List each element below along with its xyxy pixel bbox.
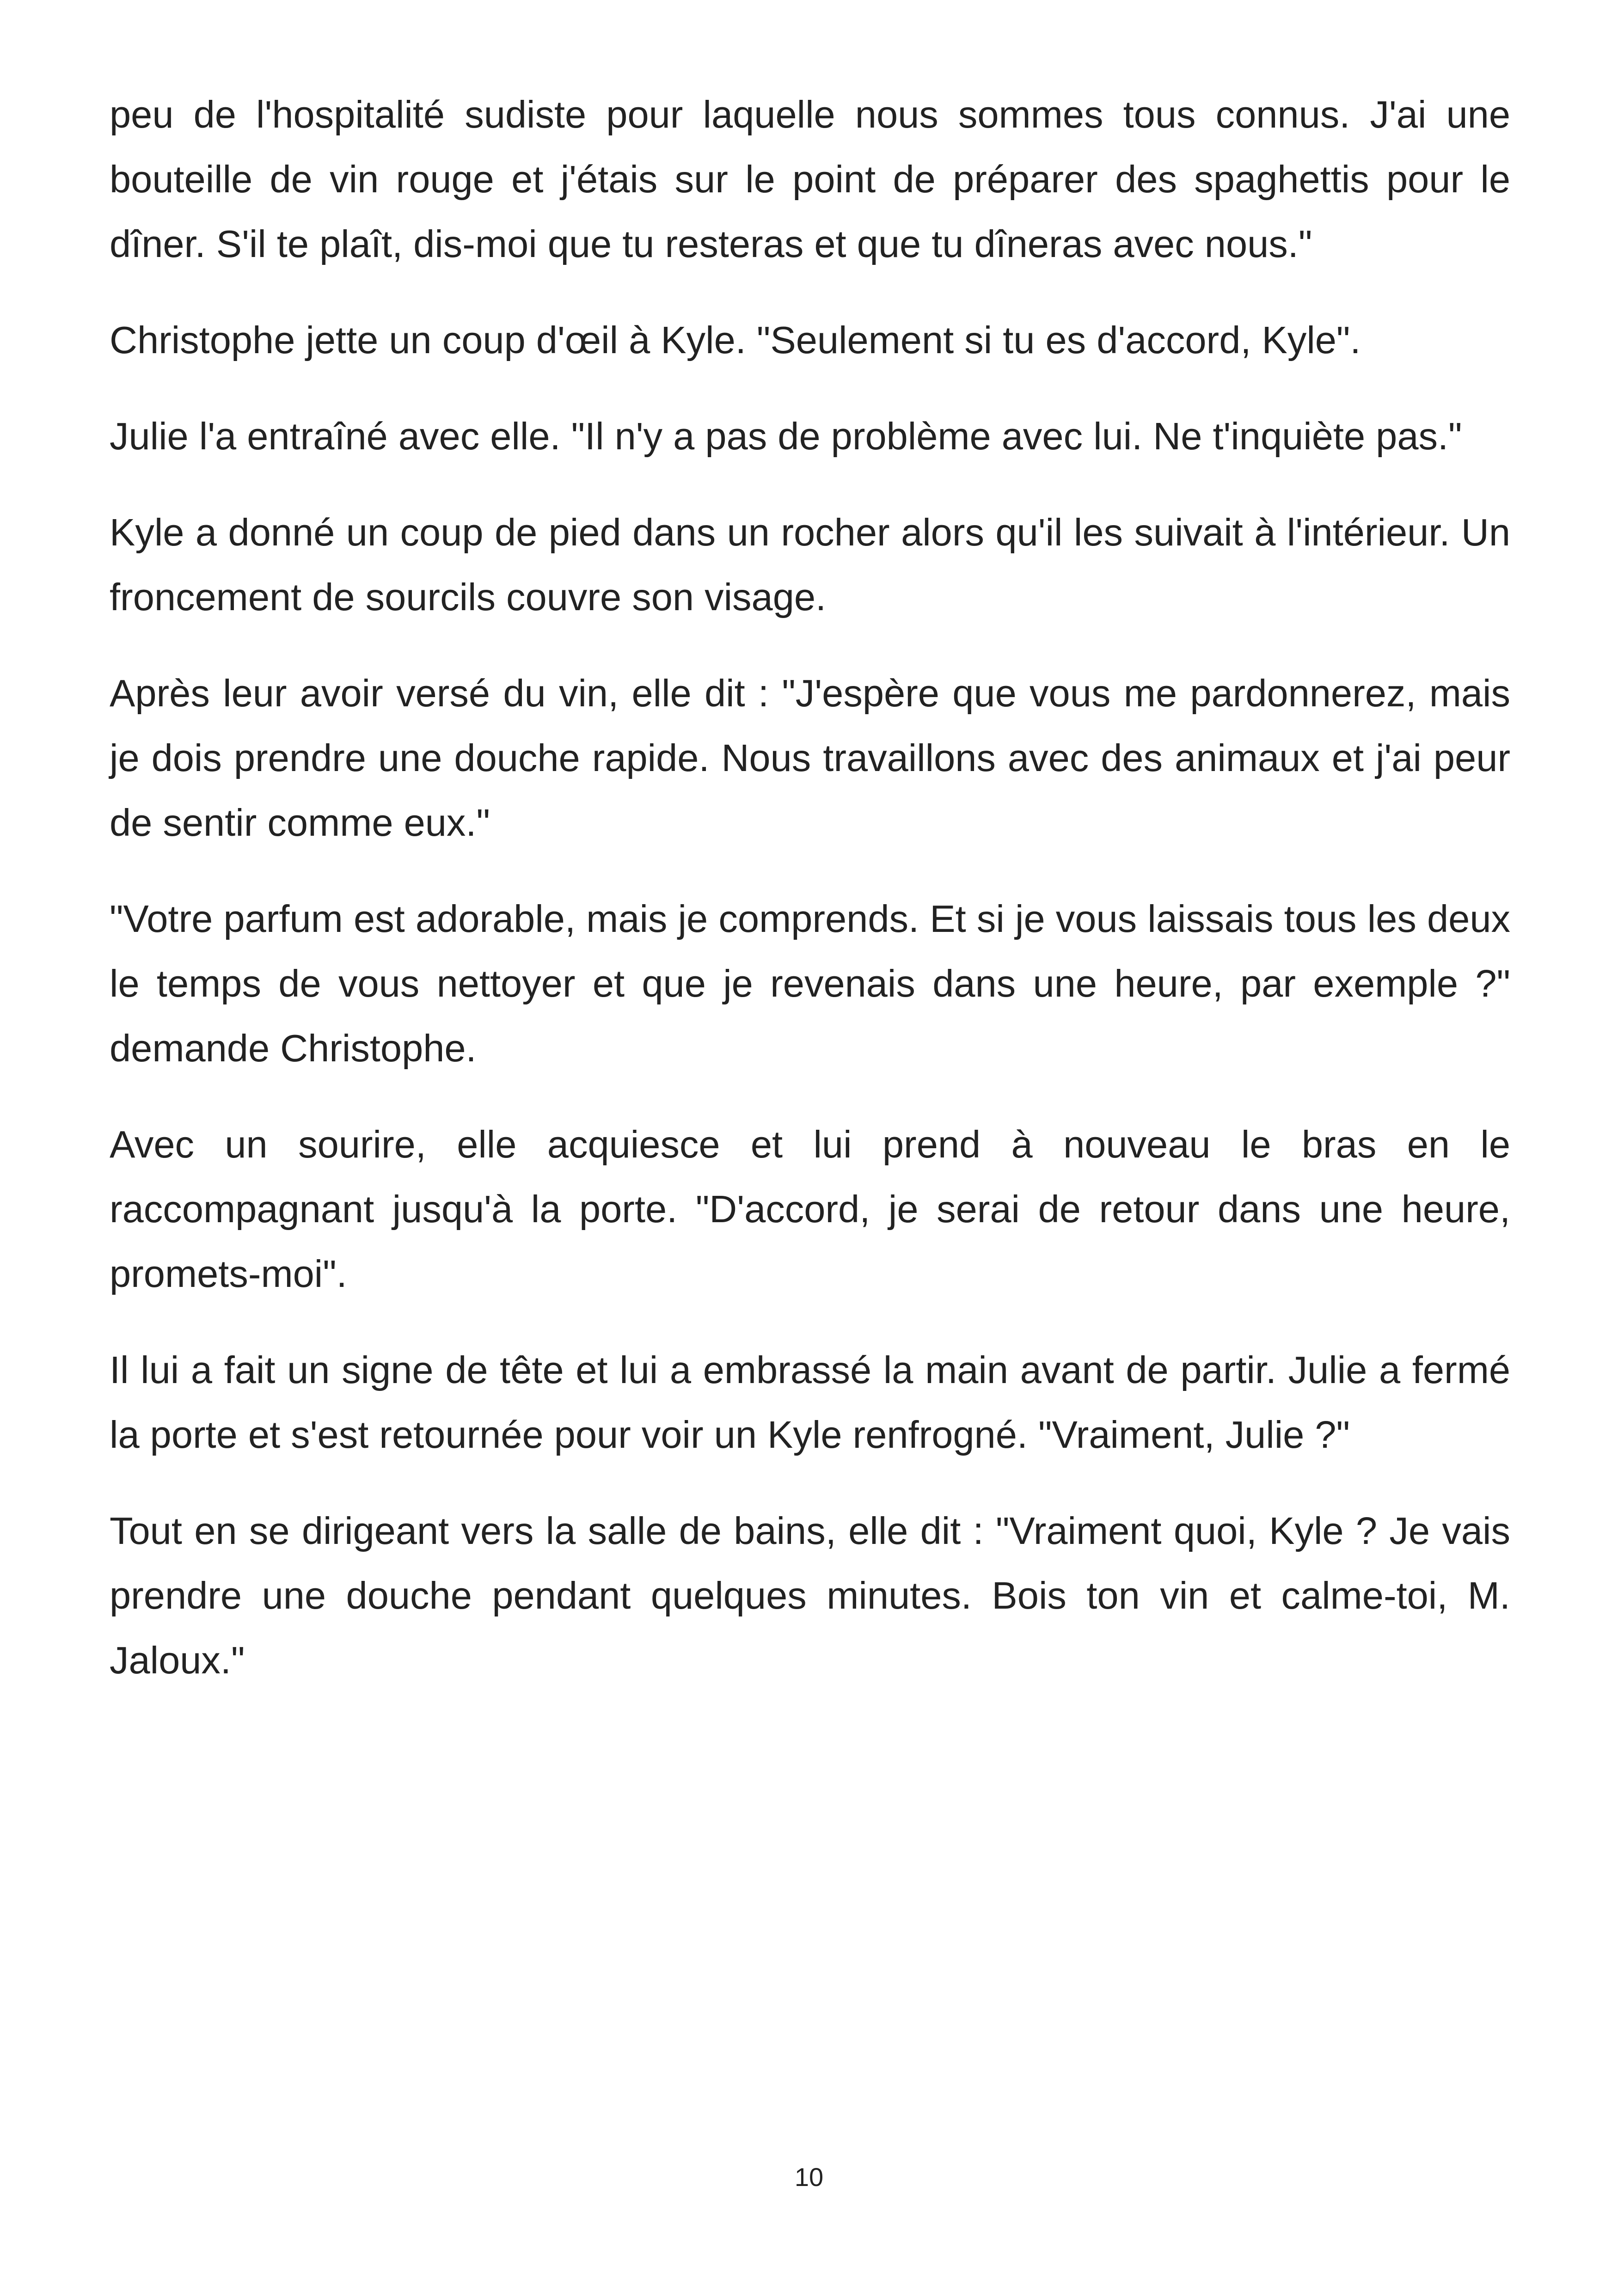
paragraph: Julie l'a entraîné avec elle. "Il n'y a pas de problème avec lui. Ne t'inquiète pas.": [110, 415, 1462, 458]
paragraph: Tout en se dirigeant vers la salle de bains, elle dit : "Vraiment quoi, Kyle ? Je vais prendre une douche pendant quelques minutes. Bois ton vin et calme-toi, M. Jaloux.": [110, 1509, 1510, 1682]
paragraph: Avec un sourire, elle acquiesce et lui prend à nouveau le bras en le raccompagnant jusqu'à la porte. "D'accord, je serai de retour dans une heure, promets-moi".: [110, 1123, 1510, 1295]
paragraph: "Votre parfum est adorable, mais je comprends. Et si je vous laissais tous les deux le temps de vous nettoyer et que je revenais dans une heure, par exemple ?" demande Christophe.: [110, 897, 1510, 1070]
paragraph: Kyle a donné un coup de pied dans un rocher alors qu'il les suivait à l'intérieur. Un froncement de sourcils couvre son visage.: [110, 511, 1510, 618]
paragraph: Il lui a fait un signe de tête et lui a embrassé la main avant de partir. Julie a fermé la porte et s'est retournée pour voir un Kyle renfrogné. "Vraiment, Julie ?": [110, 1348, 1510, 1456]
paragraph: peu de l'hospitalité sudiste pour laquelle nous sommes tous connus. J'ai une bouteille de vin rouge et j'étais sur le point de préparer des spaghettis pour le dîner. S'il te plaît, dis-moi que tu resteras et que tu dîneras avec nous.": [110, 93, 1510, 265]
paragraph: Après leur avoir versé du vin, elle dit : "J'espère que vous me pardonnerez, mais je dois prendre une douche rapide. Nous travaillons avec des animaux et j'ai peur de sentir comme eux.": [110, 672, 1510, 844]
body-text: [110, 82, 1510, 1724]
page-number: 10: [794, 2162, 824, 2192]
paragraph: Christophe jette un coup d'œil à Kyle. "Seulement si tu es d'accord, Kyle".: [110, 318, 1361, 361]
